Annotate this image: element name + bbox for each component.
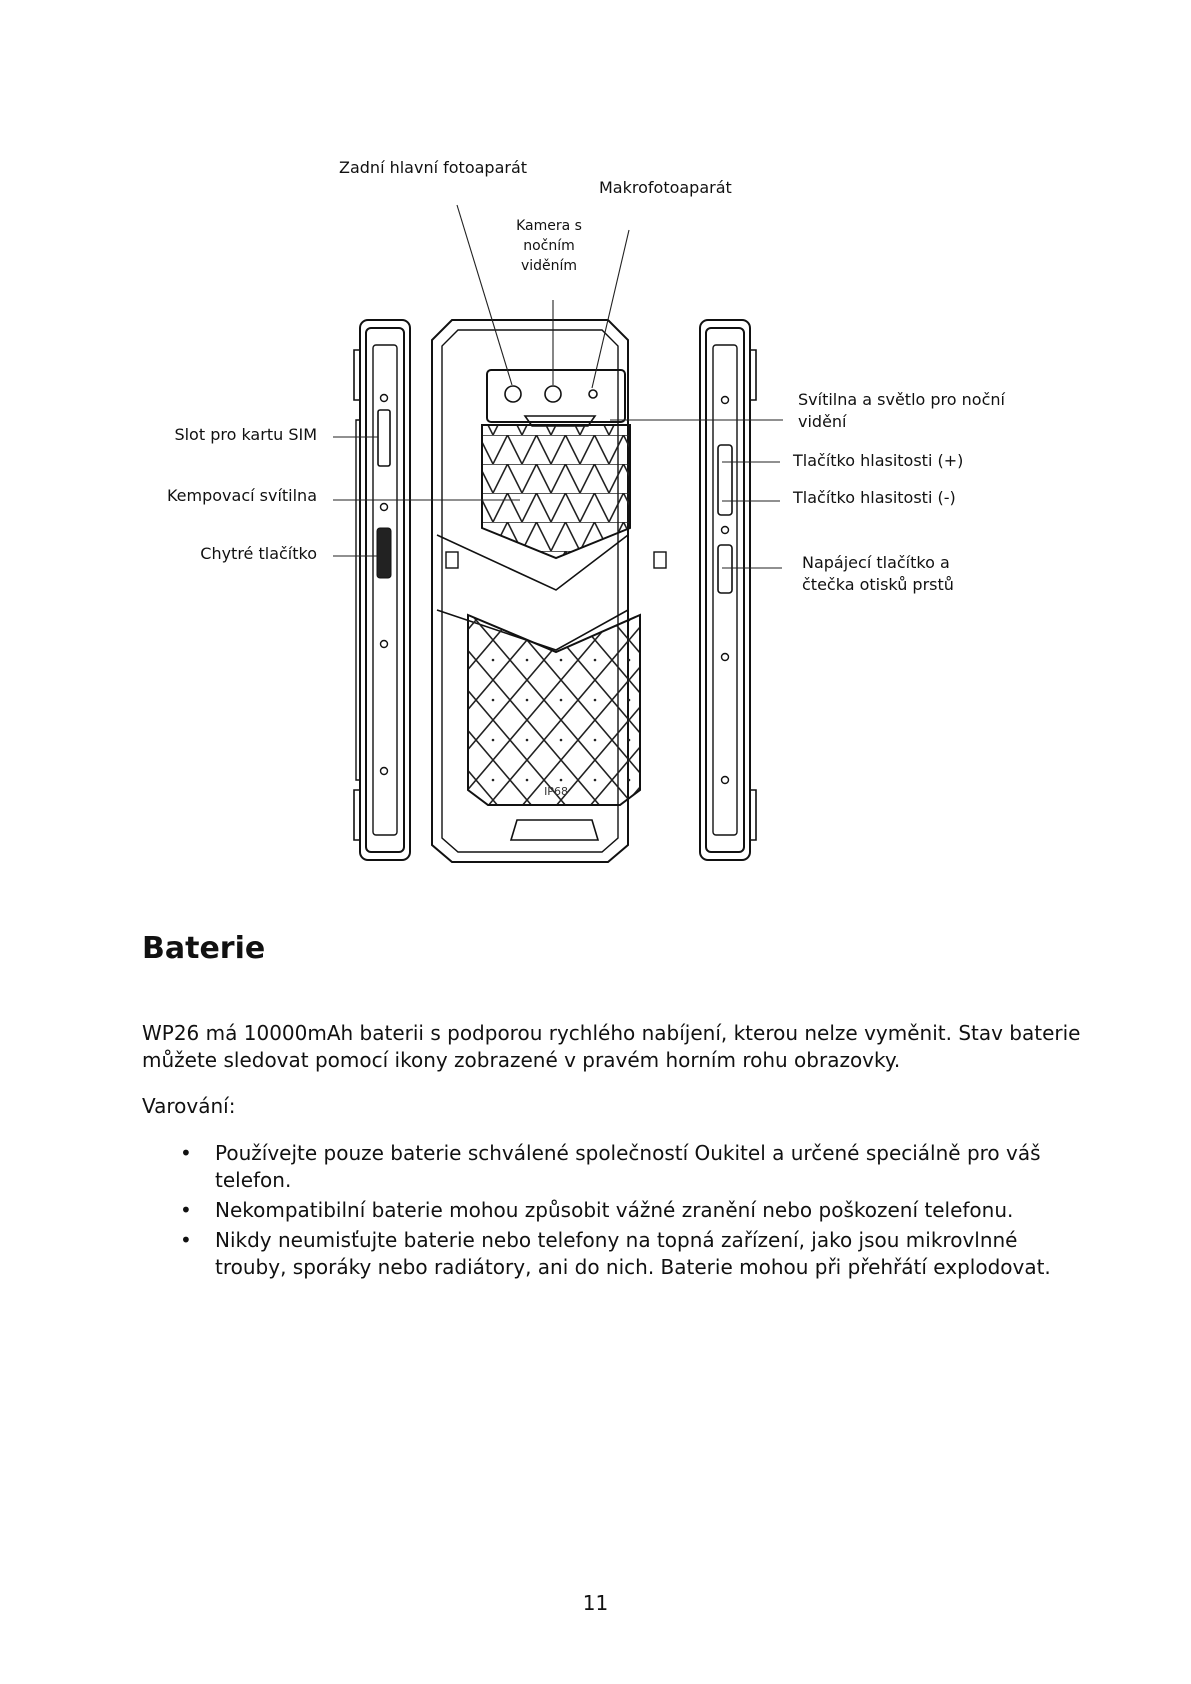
phone-back-view bbox=[432, 320, 666, 862]
bullet-glyph: • bbox=[180, 1228, 192, 1252]
warning-label: Varování: bbox=[142, 1094, 236, 1118]
ip68-badge: IP68 bbox=[544, 785, 568, 798]
list-item bbox=[142, 1197, 1062, 1224]
label-night-vision-camera: Kamera s nočním viděním bbox=[516, 218, 582, 274]
phone-left-side-view bbox=[354, 320, 410, 860]
label-volume-down: Tlačítko hlasitosti (-) bbox=[793, 488, 956, 507]
label-sim-slot: Slot pro kartu SIM bbox=[174, 425, 317, 444]
section-heading: Baterie bbox=[142, 931, 266, 966]
list-item bbox=[142, 1140, 1062, 1194]
label-smart-button: Chytré tlačítko bbox=[200, 544, 317, 563]
bullet-glyph: • bbox=[180, 1198, 192, 1222]
label-macro-camera: Makrofotoaparát bbox=[599, 178, 732, 197]
label-flashlight-night-light: Svítilna a světlo pro noční vidění bbox=[798, 390, 1005, 431]
list-item bbox=[142, 1227, 1062, 1281]
label-power-fingerprint: Napájecí tlačítko a čtečka otisků prstů bbox=[802, 553, 954, 594]
phone-right-side-view bbox=[700, 320, 756, 860]
warning-list bbox=[142, 1140, 1062, 1284]
label-rear-main-camera: Zadní hlavní fotoaparát bbox=[339, 158, 528, 177]
label-volume-up: Tlačítko hlasitosti (+) bbox=[793, 451, 964, 470]
warning-text: Nikdy neumisťujte baterie nebo telefony na topná zařízení, jako jsou mikrovlnné trouby, sporáky nebo radiátory, ani do nich. Baterie mohou při přehřátí explodovat. bbox=[215, 1228, 1051, 1279]
page-number: 11 bbox=[582, 1591, 609, 1615]
warning-text: Nekompatibilní baterie mohou způsobit vážné zranění nebo poškození telefonu. bbox=[215, 1198, 1014, 1222]
bullet-glyph: • bbox=[180, 1141, 192, 1165]
battery-intro-paragraph: WP26 má 10000mAh baterii s podporou rychlého nabíjení, kterou nelze vyměnit. Stav baterie můžete sledovat pomocí ikony zobrazené v pravém horním rohu obrazovky. bbox=[142, 1021, 1081, 1072]
label-camping-light: Kempovací svítilna bbox=[166, 486, 317, 505]
warning-text: Používejte pouze baterie schválené společností Oukitel a určené speciálně pro váš telefon. bbox=[215, 1141, 1041, 1192]
